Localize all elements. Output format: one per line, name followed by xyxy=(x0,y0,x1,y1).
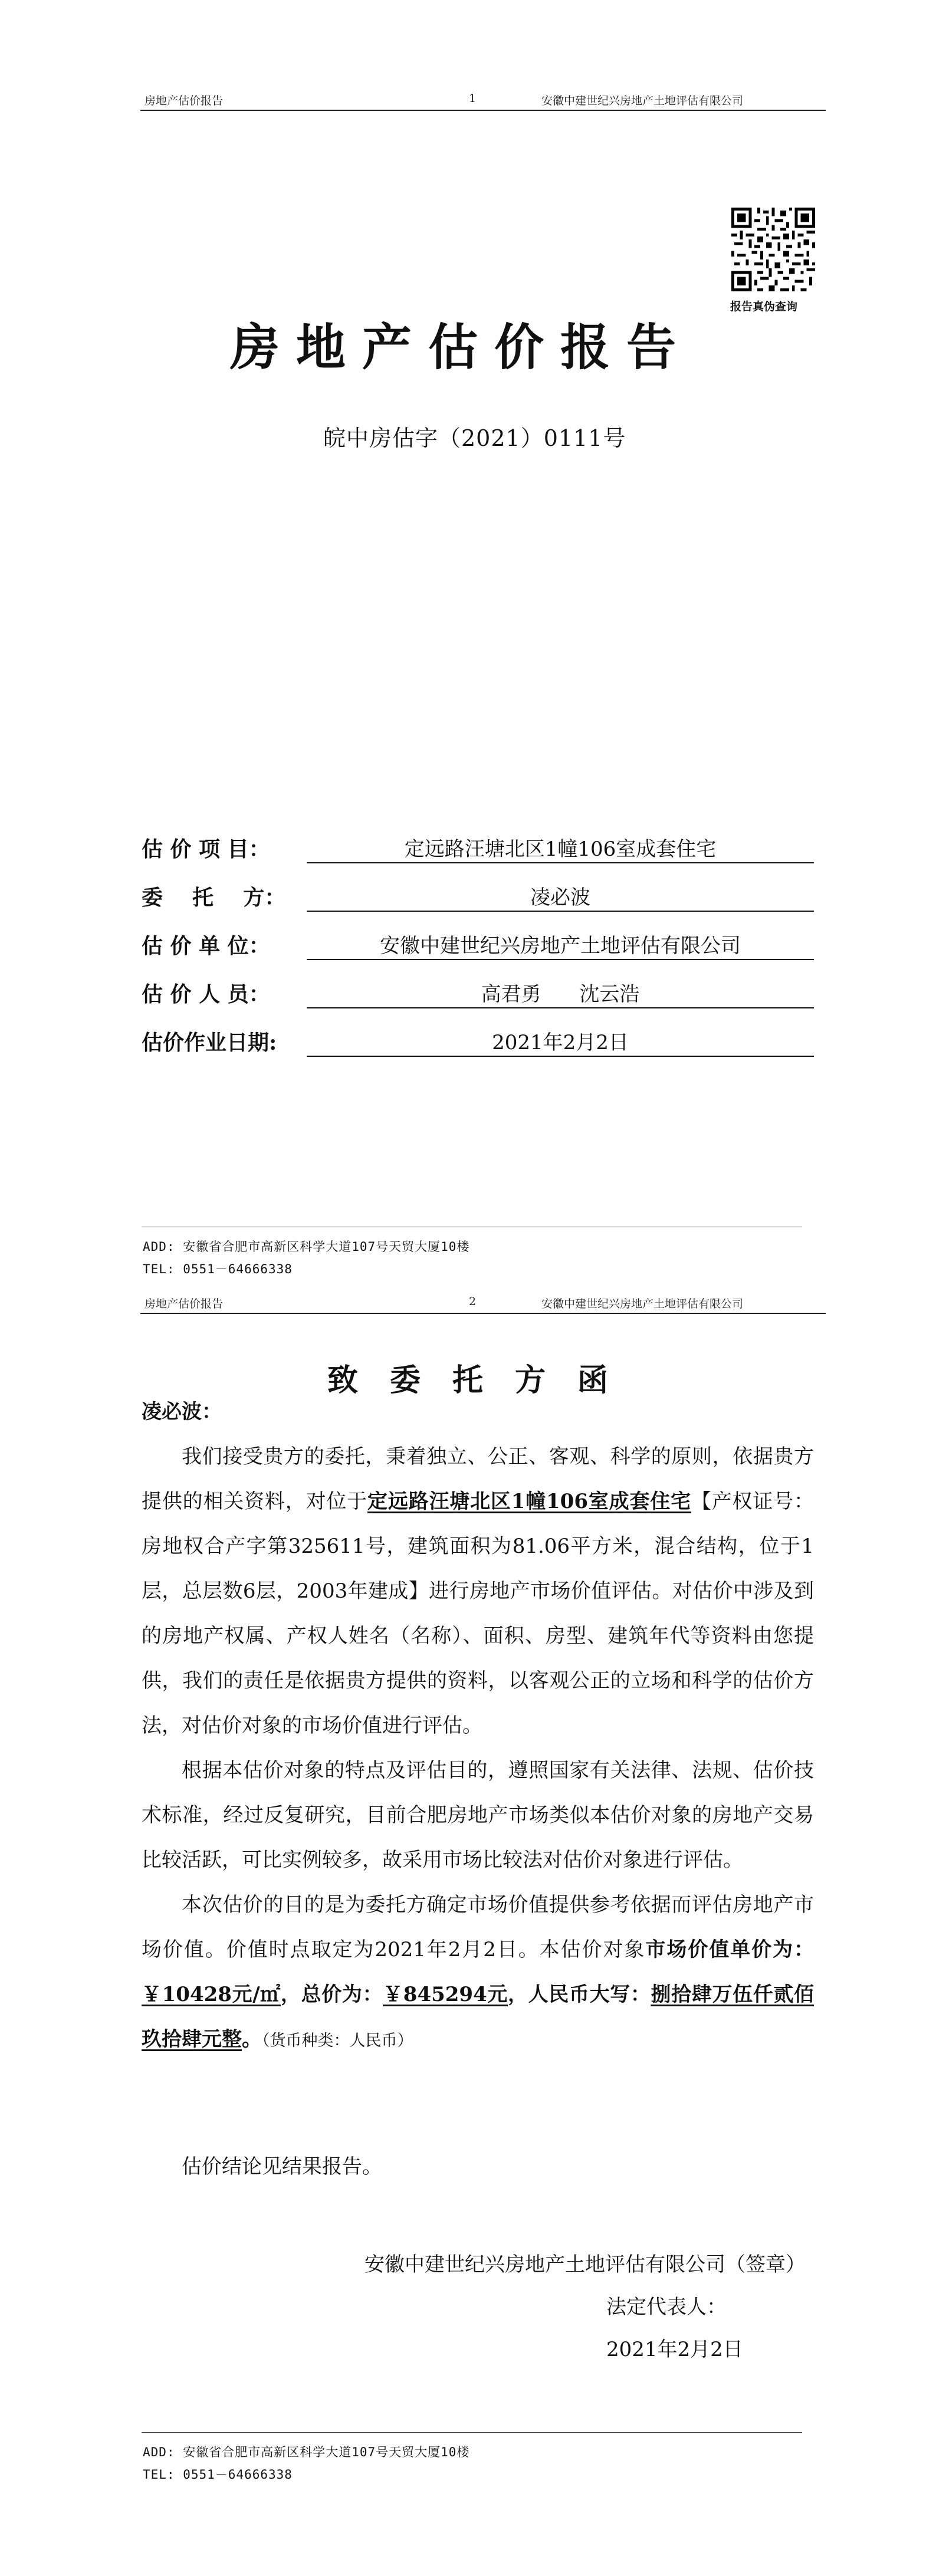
signature-company: 安徽中建世纪兴房地产土地评估有限公司（签章） xyxy=(364,2253,806,2276)
field-underline xyxy=(307,1007,814,1008)
qr-caption: 报告真伪查询 xyxy=(730,300,798,313)
field-label-appraisers: 估 价 人 员： xyxy=(142,982,270,1007)
header-left: 房地产估价报告 xyxy=(144,1297,224,1310)
field-value-project: 定远路汪塘北区1幢106室成套住宅 xyxy=(404,837,717,861)
field-underline xyxy=(307,911,814,912)
field-value-work-date: 2021年2月2日 xyxy=(492,1031,629,1054)
total-price: ￥845294元 xyxy=(383,1983,508,2006)
header-left: 房地产估价报告 xyxy=(144,94,224,107)
paragraph-2: 根据本估价对象的特点及评估目的，遵照国家有关法律、法规、估价技术标准，经过反复研究，目前合肥房地产市场类似本估价对象的房地产交易比较活跃，可比实例较多，故采用市场比较法对估价对象进行评估。 xyxy=(142,1759,814,1872)
paragraph-1: 我们接受贵方的委托，秉着独立、公正、客观、科学的原则，依据贵方提供的相关资料，对位于定远路汪塘北区1幢106室成套住宅【产权证号：房地权合产字第325611号，建筑面积为81.06平方米，混合结构，位于1层，总层数6层，2003年建成】进行房地产市场价值评估。对估价中涉及到的房地产权属、产权人姓名（名称）、面积、房型、建筑年代等资料由您提供，我们的责任是依据贵方提供的资料，以客观公正的立场和科学的估价方法，对估价对象的市场价值进行评估。 xyxy=(142,1445,814,1737)
letter-salutation: 凌必波： xyxy=(142,1400,222,1424)
signature-date: 2021年2月2日 xyxy=(606,2338,743,2361)
signature-representative: 法定代表人： xyxy=(606,2295,727,2319)
footer-address: ADD: 安徽省合肥市高新区科学大道107号天贸大厦10楼 xyxy=(143,2445,470,2459)
report-number: 皖中房估字（2021）0111号 xyxy=(323,425,626,451)
unit-price: ￥10428元/㎡ xyxy=(142,1983,281,2006)
field-underline xyxy=(307,1056,814,1057)
property-name: 定远路汪塘北区1幢106室成套住宅 xyxy=(367,1490,691,1513)
header-page-number: 1 xyxy=(469,92,477,105)
currency-note: （货币种类：人民币） xyxy=(262,2032,413,2050)
report-title: 房地产估价报告 xyxy=(230,318,693,376)
field-underline xyxy=(307,862,814,863)
footer-address: ADD: 安徽省合肥市高新区科学大道107号天贸大厦10楼 xyxy=(143,1240,470,1254)
letter-title: 致委托方函 xyxy=(327,1362,641,1398)
paragraph-4: 估价结论见结果报告。 xyxy=(182,2155,382,2179)
header-rule xyxy=(140,110,826,111)
field-value-appraiser-company: 安徽中建世纪兴房地产土地评估有限公司 xyxy=(380,934,741,958)
field-label-client: 委 托 方： xyxy=(142,885,286,910)
field-underline xyxy=(307,959,814,960)
field-value-appraisers: 高君勇 沈云浩 xyxy=(481,983,640,1006)
header-right: 安徽中建世纪兴房地产土地评估有限公司 xyxy=(541,1297,744,1310)
paragraph-3: 本次估价的目的是为委托方确定市场价值提供参考依据而评估房地产市场价值。价值时点取定为2021年2月2日。本估价对象市场价值单价为：￥10428元/㎡，总价为：￥845294元，人民币大写：捌拾肆万伍仟贰佰玖拾肆元整。（货币种类：人民币） xyxy=(142,1893,815,2051)
field-label-work-date: 估价作业日期: xyxy=(142,1030,277,1055)
footer-rule xyxy=(142,2432,802,2433)
footer-telephone: TEL: 0551－64666338 xyxy=(143,2467,293,2482)
footer-telephone: TEL: 0551－64666338 xyxy=(143,1262,293,1276)
header-rule xyxy=(140,1313,826,1314)
qr-code-icon[interactable] xyxy=(731,208,815,291)
field-value-client: 凌必波 xyxy=(530,886,590,909)
header-right: 安徽中建世纪兴房地产土地评估有限公司 xyxy=(541,94,744,107)
field-label-project: 估 价 项 目： xyxy=(142,837,270,862)
field-label-appraiser-company: 估 价 单 位： xyxy=(142,934,270,958)
letter-body xyxy=(142,1434,814,2064)
total-price-uppercase: 捌拾肆万伍仟贰佰玖拾肆元整 xyxy=(142,1983,815,2051)
header-page-number: 2 xyxy=(469,1295,477,1308)
